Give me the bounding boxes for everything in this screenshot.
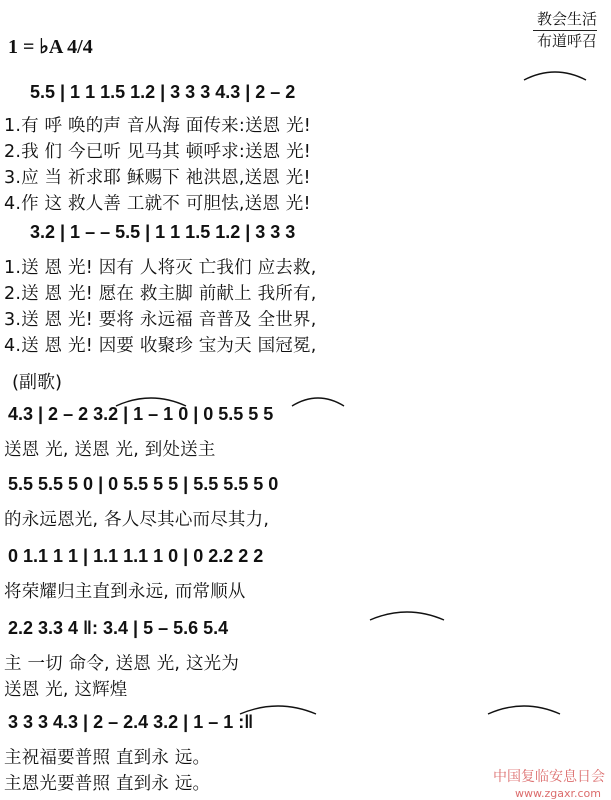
notation-line-6: 2.2 3.3 4 ‖: 3.4 | 5 – 5.6 5.4 bbox=[8, 618, 229, 638]
slur-1 bbox=[520, 66, 590, 82]
notation-line-1: 5.5 | 1 1 1.5 1.2 | 3 3 3 4.3 | 2 – 2 bbox=[30, 82, 296, 102]
lyric-verse-4a: 4.作 这 救人善 工就不 可胆怯,送恩 光! bbox=[4, 194, 311, 214]
notation-line-2: 3.2 | 1 – – 5.5 | 1 1 1.5 1.2 | 3 3 3 bbox=[30, 222, 296, 242]
watermark-logo-text: 中国复临安息日会 bbox=[493, 769, 605, 785]
lyric-verse-3a: 3.应 当 祈求耶 稣赐下 祂洪恩,送恩 光! bbox=[4, 168, 311, 188]
lyric-verse-4b: 4.送 恩 光! 因要 收聚珍 宝为天 国冠冕, bbox=[4, 336, 317, 356]
refrain-label: (副歌) bbox=[12, 372, 63, 393]
slur-2 bbox=[112, 392, 190, 408]
notation-line-4: 5.5 5.5 5 0 | 0 5.5 5 5 | 5.5 5.5 5 0 bbox=[8, 474, 279, 494]
lyric-line-6a: 主 一切 命令, 送恩 光, 这光为 bbox=[4, 654, 240, 674]
lyric-line-7a: 主祝福要普照 直到永 远。 bbox=[4, 748, 211, 768]
watermark-url: www.zgaxr.com bbox=[515, 787, 601, 800]
lyric-line-4: 的永远恩光, 各人尽其心而尽其力, bbox=[4, 510, 270, 530]
lyric-verse-3b: 3.送 恩 光! 要将 永远福 音普及 全世界, bbox=[4, 310, 317, 330]
lyric-line-5: 将荣耀归主直到永远, 而常顺从 bbox=[4, 582, 246, 602]
lyric-verse-2b: 2.送 恩 光! 愿在 救主脚 前献上 我所有, bbox=[4, 284, 317, 304]
notation-line-7: 3 3 3 4.3 | 2 – 2.4 3.2 | 1 – 1 :‖ bbox=[8, 712, 254, 732]
lyric-line-6b: 送恩 光, 这辉煌 bbox=[4, 680, 128, 700]
lyric-verse-1b: 1.送 恩 光! 因有 人将灭 亡我们 应去救, bbox=[4, 258, 317, 278]
collection-name: 教会生活 bbox=[536, 10, 597, 28]
slur-6 bbox=[484, 700, 564, 716]
slur-3 bbox=[288, 392, 348, 408]
lyric-line-3: 送恩 光, 送恩 光, 到处送主 bbox=[4, 440, 216, 460]
key-signature: 1 = ♭A 4/4 bbox=[8, 36, 93, 58]
song-title: 布道呼召 bbox=[536, 32, 597, 50]
notation-line-5: 0 1.1 1 1 | 1.1 1.1 1 0 | 0 2.2 2 2 bbox=[8, 546, 264, 566]
notation-line-3: 4.3 | 2 – 2 3.2 | 1 – 1 0 | 0 5.5 5 5 bbox=[8, 404, 274, 424]
slur-4 bbox=[366, 606, 448, 622]
lyric-line-7b: 主恩光要普照 直到永 远。 bbox=[4, 774, 211, 794]
slur-5 bbox=[236, 700, 320, 716]
lyric-verse-2a: 2.我 们 今已听 见马其 顿呼求:送恩 光! bbox=[4, 142, 312, 162]
lyric-verse-1a: 1.有 呼 唤的声 音从海 面传来:送恩 光! bbox=[4, 116, 312, 136]
